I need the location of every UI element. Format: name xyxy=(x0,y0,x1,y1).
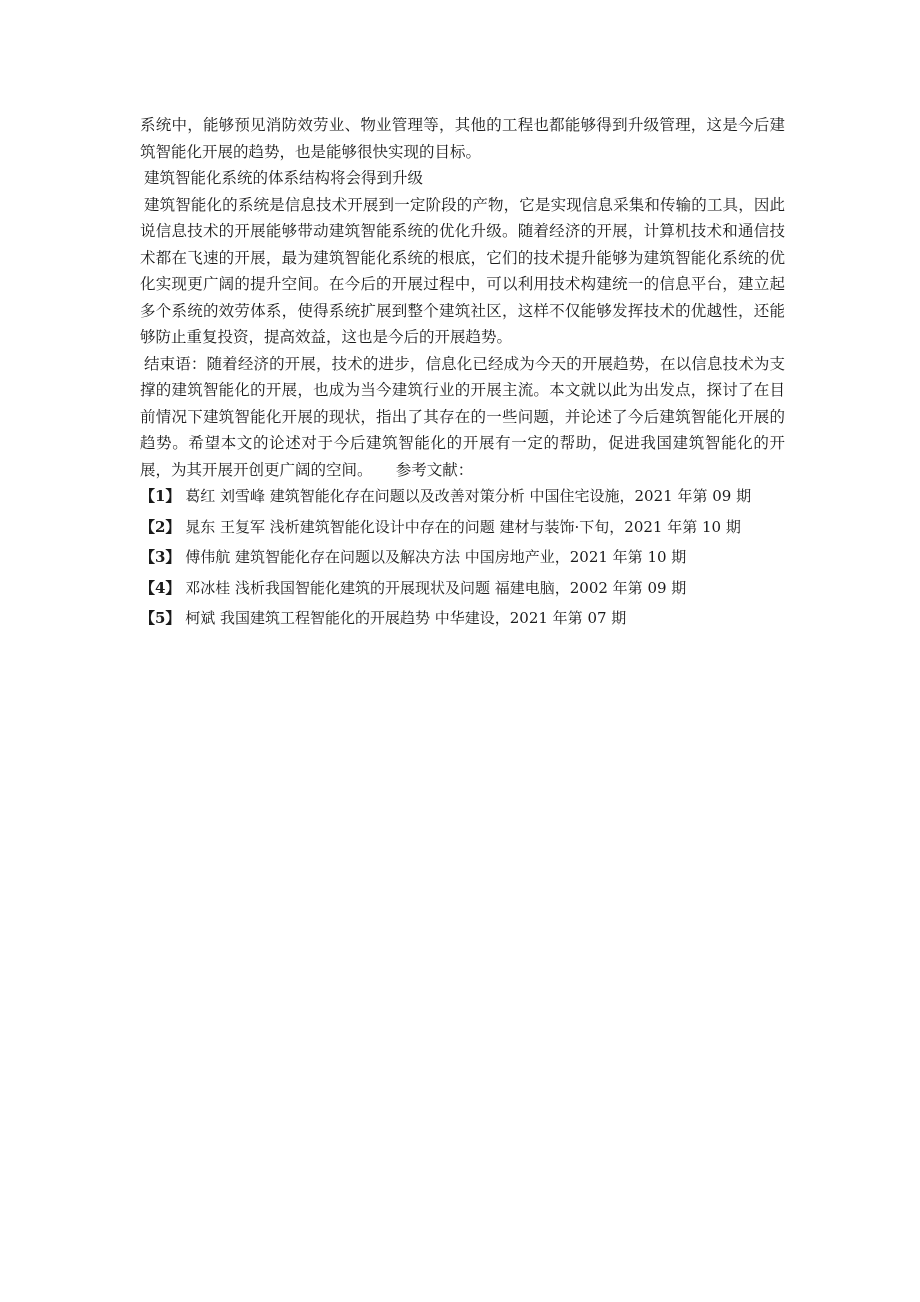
reference-number: 【2】 xyxy=(140,517,181,536)
reference-item xyxy=(140,483,785,510)
reference-number: 【1】 xyxy=(140,487,181,505)
paragraph-intro-continued: 系统中，能够预见消防效劳业、物业管理等，其他的工程也都能够得到升级管理，这是今后建筑智能化开展的趋势，也是能够很快实现的目标。 xyxy=(140,116,785,161)
reference-text: 柯斌 我国建筑工程智能化的开展趋势 中华建设，2021 年第 07 期 xyxy=(180,609,627,627)
reference-text: 葛红 刘雪峰 建筑智能化存在问题以及改善对策分析 中国住宅设施，2021 年第 09 期 xyxy=(180,487,752,505)
reference-number: 【3】 xyxy=(140,548,181,566)
reference-item xyxy=(140,605,785,632)
reference-text: 傅伟航 建筑智能化存在问题以及解决方法 中国房地产业，2021 年第 10 期 xyxy=(180,548,687,566)
reference-text: 邓冰桂 浅析我国智能化建筑的开展现状及问题 福建电脑，2002 年第 09 期 xyxy=(180,578,687,597)
reference-number: 【4】 xyxy=(140,578,181,597)
paragraph-conclusion: 结束语：随着经济的开展，技术的进步，信息化已经成为今天的开展趋势，在以信息技术为支撑的建筑智能化的开展，也成为当今建筑行业的开展主流。本文就以此为出发点，探讨了在目前情况下建筑智能化开展的现状，指出了其存在的一些问题，并论述了今后建筑智能化开展的趋势。希望本文的论述对于今后建筑智能化的开展有一定的帮助，促进我国建筑智能化的开展，为其开展开创更广阔的空间。 参考文献： xyxy=(140,354,785,479)
reference-list xyxy=(140,483,785,632)
reference-item xyxy=(140,514,785,541)
reference-item xyxy=(140,544,785,571)
reference-text: 晁东 王复军 浅析建筑智能化设计中存在的问题 建材与装饰·下旬，2021 年第 10 期 xyxy=(180,517,741,536)
paragraph-architecture: 建筑智能化的系统是信息技术开展到一定阶段的产物，它是实现信息采集和传输的工具，因此说信息技术的开展能够带动建筑智能系统的优化升级。随着经济的开展，计算机技术和通信技术都在飞速的开展，最为建筑智能化系统的根底，它们的技术提升能够为建筑智能化系统的优化实现更广阔的提升空间。在今后的开展过程中，可以利用技术构建统一的信息平台，建立起多个系统的效劳体系，使得系统扩展到整个建筑社区，这样不仅能够发挥技术的优越性，还能够防止重复投资，提高效益，这也是今后的开展趋势。 xyxy=(140,195,785,346)
reference-item xyxy=(140,575,785,602)
reference-number: 【5】 xyxy=(140,609,181,627)
section-heading: 建筑智能化系统的体系结构将会得到升级 xyxy=(144,169,424,187)
document-body xyxy=(140,112,785,636)
